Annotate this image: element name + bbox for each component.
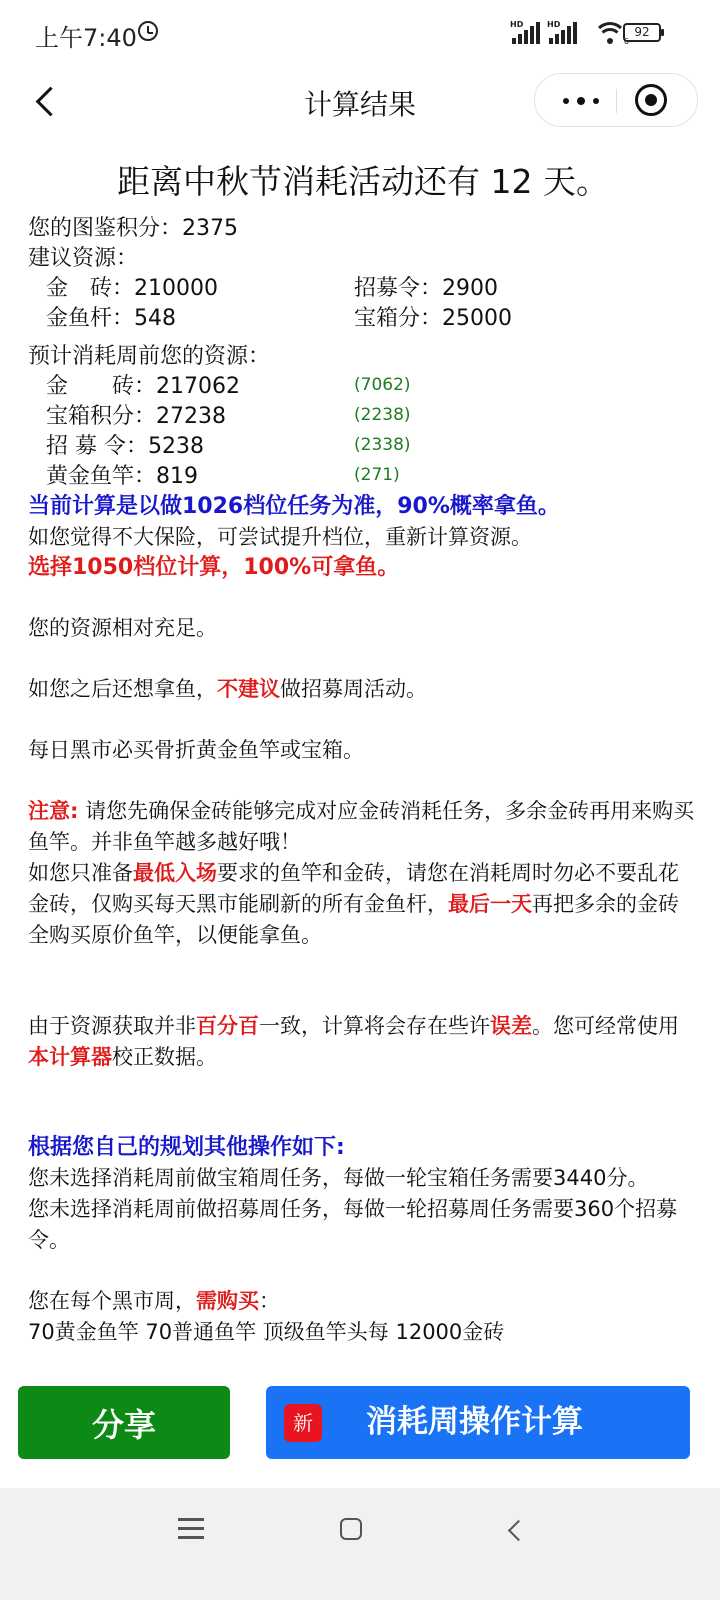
error-text-3: 。您可经常使用: [532, 1014, 679, 1038]
hd-label: HD: [510, 20, 524, 29]
countdown-headline: 距离中秋节消耗活动还有 12 天。: [117, 162, 609, 201]
suggest-chest: 宝箱分：25000: [354, 306, 512, 331]
menu-icon[interactable]: [178, 1518, 204, 1540]
error-text-2: 一致，计算将会存在些许: [259, 1014, 490, 1038]
more-icon[interactable]: [555, 74, 609, 126]
status-bar: [0, 0, 720, 66]
mini-program-capsule: [534, 73, 698, 127]
error-highlight: 百分百: [196, 1014, 259, 1038]
consume-week-calc-button[interactable]: [266, 1386, 690, 1459]
battery-icon: [623, 23, 661, 42]
suggest-gold-brick: 金 砖：210000: [46, 276, 218, 301]
consume-week-calc-label: 消耗周操作计算: [366, 1404, 583, 1440]
alarm-icon: [138, 21, 158, 41]
fish-after-text: 如您之后还想拿鱼，: [28, 677, 217, 701]
plan-chest-note: 您未选择消耗周前做宝箱周任务，每做一轮宝箱任务需要3440分。: [28, 1166, 649, 1190]
forecast-extra: (2238): [354, 405, 411, 425]
cut-off-line: 70黄金鱼竿 70普通鱼竿 顶级鱼竿头每 12000金砖: [28, 1320, 505, 1344]
fish-after-highlight: 不建议: [217, 677, 280, 701]
suggest-row: [28, 304, 698, 334]
blackmarket-text-2: ：: [259, 1289, 280, 1313]
capsule-divider: [616, 89, 617, 113]
plan-title: 根据您自己的规划其他操作如下:: [28, 1135, 345, 1160]
suggest-title: 建议资源：: [28, 246, 139, 271]
insurance-tip: 如您觉得不大保险，可尝试提升档位，重新计算资源。: [28, 525, 532, 549]
warning-label: 注意:: [28, 799, 79, 823]
new-badge: 新: [284, 1404, 322, 1442]
min-entry-note: [28, 858, 698, 951]
share-button[interactable]: [18, 1386, 230, 1459]
suggest-recruit: 招募令：2900: [354, 276, 498, 301]
calculator-highlight: 本计算器: [28, 1045, 112, 1069]
nav-bar: [0, 66, 720, 134]
min-entry-highlight: 最低入场: [133, 861, 217, 885]
fish-after-text-2: 做招募周活动。: [280, 677, 427, 701]
signal-icon-2: [547, 22, 577, 44]
error-highlight-2: 误差: [490, 1014, 532, 1038]
forecast-row: [28, 462, 698, 492]
forecast-label: 宝箱积分：27238: [46, 404, 226, 429]
close-target-icon[interactable]: [635, 84, 667, 116]
min-entry-text-3: 再把多余的金砖全购买原价鱼竿，以便能拿鱼。: [28, 892, 679, 947]
forecast-extra: (271): [354, 465, 400, 485]
suggest-row: [28, 274, 698, 304]
min-entry-text: 如您只准备: [28, 861, 133, 885]
forecast-extra: (2338): [354, 435, 411, 455]
error-text-4: 校正数据。: [112, 1045, 217, 1069]
forecast-row: [28, 432, 698, 462]
page-title: 计算结果: [303, 88, 416, 121]
wifi-badge: 6: [623, 37, 629, 46]
current-calc-note: 当前计算是以做1026档位任务为准，90%概率拿鱼。: [28, 494, 560, 519]
min-entry-text-2: 要求的鱼竿和金砖，请您在消耗周时勿必不要乱花金砖，仅购买每天黑市能刷新的所有金鱼杆，: [28, 861, 679, 916]
forecast-label: 金 砖：217062: [46, 374, 240, 399]
result-content: [28, 150, 698, 1390]
score-line: 您的图鉴积分：2375: [28, 216, 238, 241]
forecast-label: 招 募 令：5238: [46, 434, 204, 459]
wifi-icon: [596, 22, 629, 46]
daily-buy-note: 每日黑市必买骨折黄金鱼竿或宝箱。: [28, 738, 364, 762]
plan-recruit-note: 您未选择消耗周前做招募周任务，每做一轮招募周任务需要360个招募令。: [28, 1197, 678, 1252]
battery-level: 92: [634, 25, 650, 39]
forecast-extra: (7062): [354, 375, 411, 395]
blackmarket-note: [28, 1286, 698, 1317]
fish-after-note: [28, 674, 698, 705]
status-time: 上午7:40: [35, 24, 137, 52]
warning-note: [28, 796, 698, 858]
last-day-highlight: 最后一天: [448, 892, 532, 916]
share-label: 分享: [91, 1405, 156, 1444]
forecast-row: [28, 402, 698, 432]
error-text: 由于资源获取并非: [28, 1014, 196, 1038]
forecast-row: [28, 372, 698, 402]
forecast-title: 预计消耗周前您的资源：: [28, 344, 271, 369]
forecast-label: 黄金鱼竿：819: [46, 464, 198, 489]
suggest-gold-rod: 金鱼杆：548: [46, 306, 176, 331]
system-nav-bar: [0, 1488, 720, 1600]
warning-text: 请您先确保金砖能够完成对应金砖消耗任务，多余金砖再用来购买鱼竿。并非鱼竿越多越好哦！: [28, 799, 695, 854]
home-icon[interactable]: [340, 1518, 362, 1540]
error-note: [28, 1011, 698, 1073]
blackmarket-highlight: 需购买: [196, 1289, 259, 1313]
choose-1050-link[interactable]: 选择1050档位计算，100%可拿鱼。: [28, 555, 400, 580]
blackmarket-text: 您在每个黑市周，: [28, 1289, 196, 1313]
hd-label-2: HD: [547, 20, 561, 29]
signal-icon: [510, 22, 540, 44]
system-back-icon[interactable]: [505, 1520, 525, 1540]
enough-note: 您的资源相对充足。: [28, 616, 217, 640]
